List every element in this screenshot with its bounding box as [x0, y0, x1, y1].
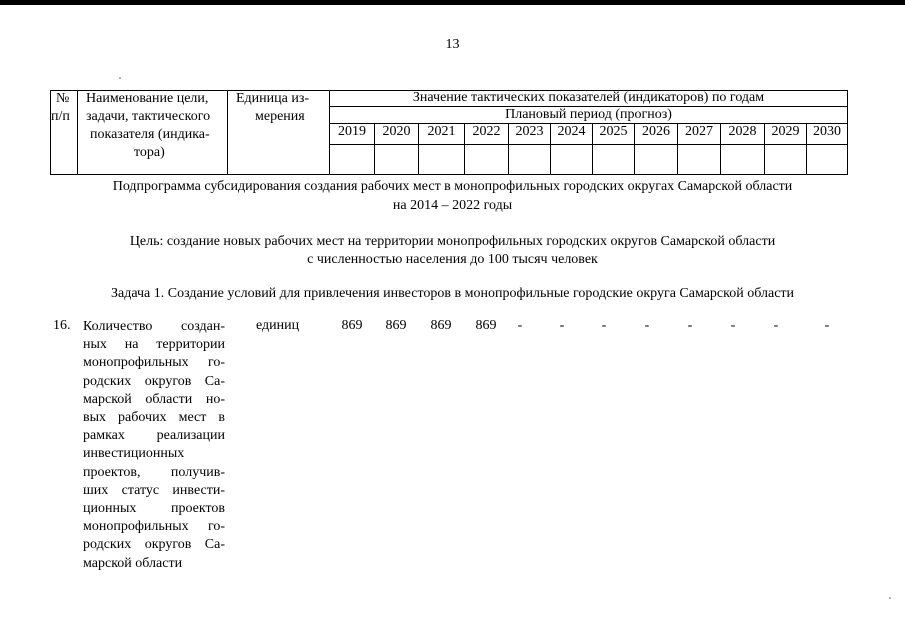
year-header: 2030 — [813, 124, 841, 139]
indicator-name — [83, 318, 225, 573]
scan-speck — [889, 597, 891, 599]
indicator-value: - — [559, 318, 565, 333]
indicator-name-line: монопрофильных го- — [83, 519, 225, 535]
indicator-value: 869 — [341, 318, 363, 333]
indicator-name-line: ших статус инвести- — [83, 482, 225, 498]
indicator-value: - — [687, 318, 693, 333]
year-header: 2021 — [427, 124, 456, 139]
indicator-name-line: ных на территории — [83, 337, 225, 353]
year-header: 2022 — [472, 124, 501, 139]
col-name-header: показателя (индика- — [90, 127, 210, 142]
year-header: 2028 — [728, 124, 757, 139]
year-header: 2019 — [338, 124, 366, 139]
indicator-value: - — [644, 318, 650, 333]
subprogram-title: на 2014 – 2022 годы — [392, 198, 513, 213]
indicator-name-line: инвестиционных — [83, 446, 185, 462]
year-header: 2025 — [599, 124, 628, 139]
col-num-header: п/п — [51, 109, 70, 124]
indicator-value: - — [517, 318, 523, 333]
values-title: Значение тактических показателей (индикаторов) по годам — [412, 90, 765, 105]
indicator-name-line: Количество создан- — [83, 319, 225, 334]
goal-text: с численностью населения до 100 тысяч человек — [307, 252, 598, 267]
indicator-value: - — [773, 318, 779, 333]
year-header: 2026 — [642, 124, 670, 139]
indicator-value: - — [601, 318, 607, 333]
indicator-table-header — [50, 90, 848, 175]
indicator-value: 869 — [430, 318, 452, 333]
indicator-name-line: рамках реализации — [83, 428, 225, 444]
scan-top-border — [0, 0, 905, 5]
page-number: 13 — [445, 37, 460, 52]
col-name-header: тора) — [134, 145, 165, 160]
task-text: Задача 1. Создание условий для привлечения инвесторов в монопрофильные городские округа Самарской области — [110, 286, 795, 301]
indicator-name-line: монопрофильных го- — [83, 355, 225, 371]
indicator-name-line: марской области — [83, 555, 183, 571]
year-header: 2023 — [515, 124, 544, 139]
indicator-value: - — [824, 318, 830, 333]
indicator-value: 869 — [385, 318, 407, 333]
plan-period-title: Плановый период (прогноз) — [505, 107, 672, 122]
col-num-header: № — [56, 91, 70, 106]
row-number: 16. — [53, 318, 71, 333]
year-header: 2027 — [685, 124, 713, 139]
col-unit-header: мерения — [255, 109, 305, 124]
year-header: 2029 — [771, 124, 800, 139]
col-unit-header: Единица из- — [236, 91, 310, 106]
scan-speck — [119, 77, 121, 79]
goal-text: Цель: создание новых рабочих мест на территории монопрофильных городских округов Самарской области — [129, 234, 776, 249]
year-header: 2020 — [382, 124, 411, 139]
indicator-value: - — [730, 318, 736, 333]
subprogram-title: Подпрограмма субсидирования создания рабочих мест в монопрофильных городских округах Самарской области — [112, 179, 793, 194]
indicator-name-line: ционных проектов — [83, 501, 225, 517]
indicator-name-line: марской области но- — [83, 391, 225, 407]
col-name-header: Наименование цели, — [86, 91, 209, 106]
indicator-value: 869 — [475, 318, 497, 333]
indicator-name-line: родских округов Са- — [83, 537, 225, 553]
year-header: 2024 — [557, 124, 586, 139]
col-name-header: задачи, тактического — [86, 109, 211, 124]
indicator-name-line: вых рабочих мест в — [83, 410, 225, 426]
indicator-name-line: проектов, получив- — [83, 464, 225, 480]
indicator-unit: единиц — [256, 318, 300, 333]
indicator-name-line: родских округов Са- — [83, 373, 225, 389]
